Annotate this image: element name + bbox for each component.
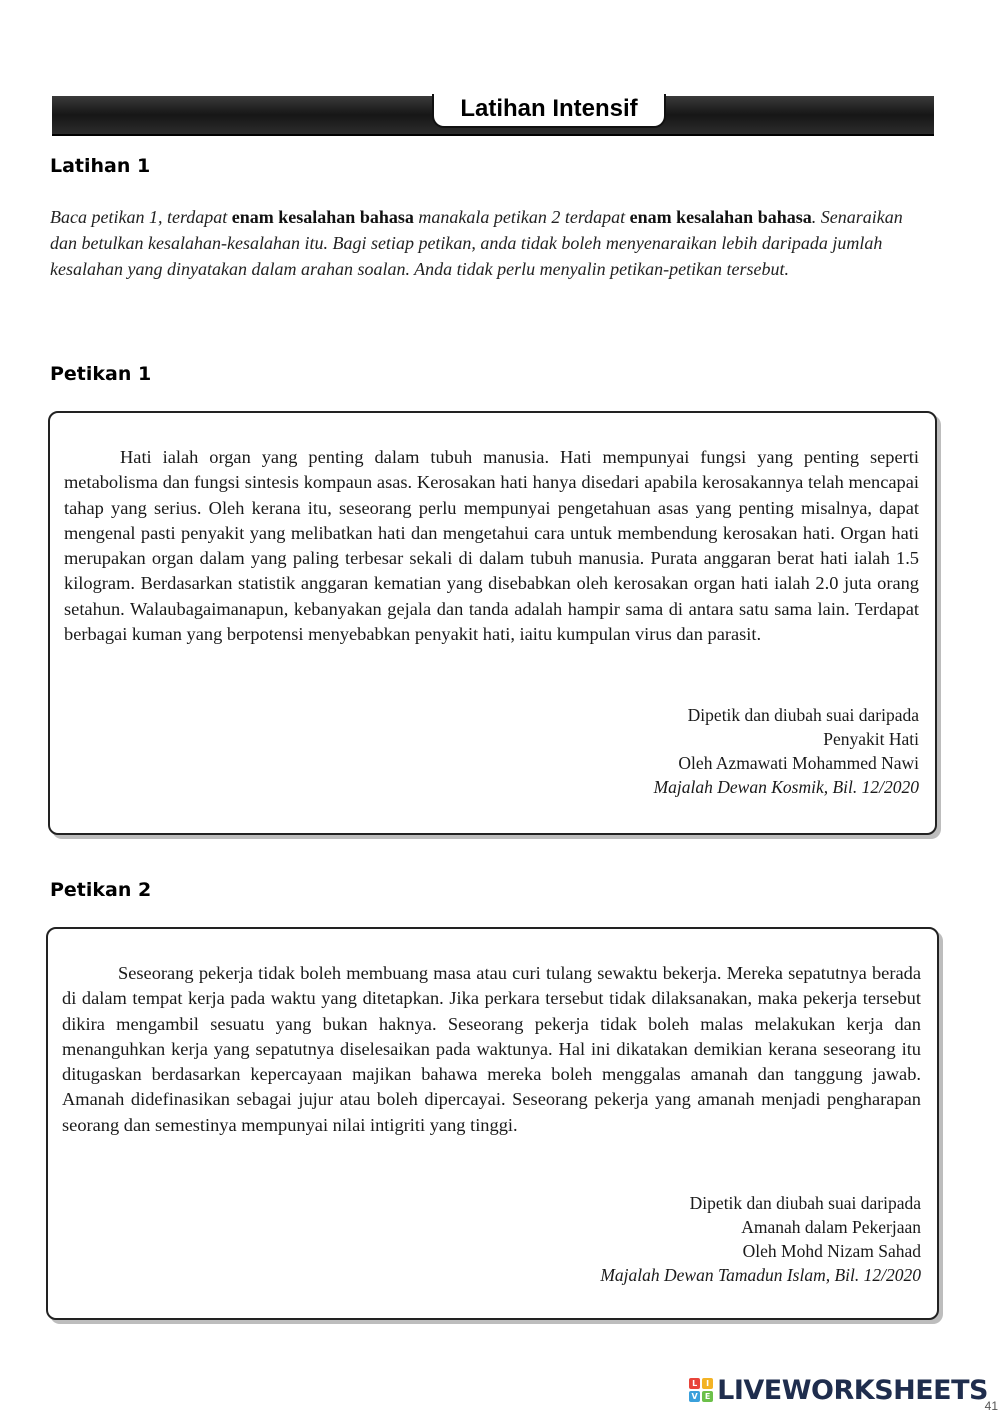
exercise-instructions: [50, 204, 930, 282]
passage-1-text: Hati ialah organ yang penting dalam tubuh manusia. Hati mempunyai fungsi yang penting seperti metabolisma dan fungsi sintesis kompaun asas. Kerosakan hati hanya disedari apabila kerosakannya telah mencapai tahap yang serius. Oleh kerana itu, seseorang perlu mempunyai pengetahuan asas yang penting misalnya, dapat mengenal pasti penyakit yang melibatkan hati dan mengetahui cara untuk membendung kerosakan hati. Organ hati merupakan organ dalam yang paling terbesar sekali di dalam tubuh manusia. Purata anggaran berat hati ialah 1.5 kilogram. Berdasarkan statistik anggaran kematian yang disebabkan oleh kerosakan organ hati ialah 2.0 juta orang setahun. Walaubagaimanapun, kebanyakan gejala dan tanda adalah hampir sama di antara satu sama lain. Terdapat berbagai kuman yang berpotensi menyebabkan penyakit hati, iaitu kumpulan virus dan parasit.: [64, 447, 919, 645]
passage-1-source-author: Oleh Azmawati Mohammed Nawi: [678, 753, 919, 773]
passage-1-source-line1: Dipetik dan diubah suai daripada: [687, 705, 919, 725]
logo-mark-letter: I: [702, 1378, 713, 1389]
passage-2-source-title: Amanah dalam Pekerjaan: [741, 1217, 921, 1237]
instructions-part3: . Senaraikan dan betulkan kesalahan-kesalahan itu. Bagi setiap petikan, anda tidak boleh menyenaraikan lebih daripada jumlah kesalahan yang dinyatakan dalam arahan soalan. Anda tidak perlu menyalin petikan-petikan tersebut.: [50, 207, 903, 279]
instructions-part2: manakala petikan 2 terdapat: [413, 207, 630, 227]
logo-mark-letter: V: [689, 1391, 700, 1402]
liveworksheets-logo[interactable]: [689, 1373, 988, 1407]
passage-2-heading: Petikan 2: [50, 879, 152, 901]
instructions-bold2: enam kesalahan bahasa: [629, 207, 812, 227]
logo-mark-letter: E: [702, 1391, 713, 1402]
liveworksheets-logo-icon: [689, 1378, 713, 1402]
page-number: 41: [984, 1399, 998, 1413]
section-banner: [52, 96, 934, 136]
logo-mark-letter: L: [689, 1378, 700, 1389]
instructions-bold1: enam kesalahan bahasa: [231, 207, 414, 227]
instructions-part1: Baca petikan 1, terdapat: [50, 207, 232, 227]
logo-text: LIVEWORKSHEETS: [717, 1374, 988, 1406]
passage-1-box: [48, 411, 937, 835]
banner-title: Latihan Intensif: [432, 94, 666, 128]
passage-2-source-line1: Dipetik dan diubah suai daripada: [689, 1193, 921, 1213]
passage-2-text: Seseorang pekerja tidak boleh membuang masa atau curi tulang sewaktu bekerja. Mereka sepatutnya berada di dalam tempat kerja pada waktu yang ditetapkan. Jika perkara tersebut tidak dilaksanakan, maka pekerja tersebut dikira mengambil sesuatu yang bukan haknya. Seseorang pekerja tidak boleh malas melakukan kerja dan menanguhkan kerja yang sepatutnya diselesaikan pada waktunya. Hal ini dikatakan demikian kerana seseorang itu ditugaskan berdasarkan kepercayaan majikan bahawa mereka boleh menggalas amanah dan tanggung jawab. Amanah didefinasikan sebagai jujur atau boleh dipercayai. Seseorang pekerja yang amanah menjadi pengharapan seorang dan semestinya mempunyai nilai intigriti yang tinggi.: [62, 963, 921, 1135]
exercise-heading: Latihan 1: [50, 155, 151, 177]
passage-1-source-title: Penyakit Hati: [823, 729, 919, 749]
passage-1-source: [654, 703, 919, 799]
passage-1-source-publication: Majalah Dewan Kosmik, Bil. 12/2020: [653, 777, 919, 797]
passage-2-source-author: Oleh Mohd Nizam Sahad: [742, 1241, 921, 1261]
passage-2-source: [600, 1191, 921, 1287]
passage-2-box: [46, 927, 939, 1320]
passage-1-heading: Petikan 1: [50, 363, 152, 385]
passage-2-source-publication: Majalah Dewan Tamadun Islam, Bil. 12/2020: [600, 1265, 921, 1285]
